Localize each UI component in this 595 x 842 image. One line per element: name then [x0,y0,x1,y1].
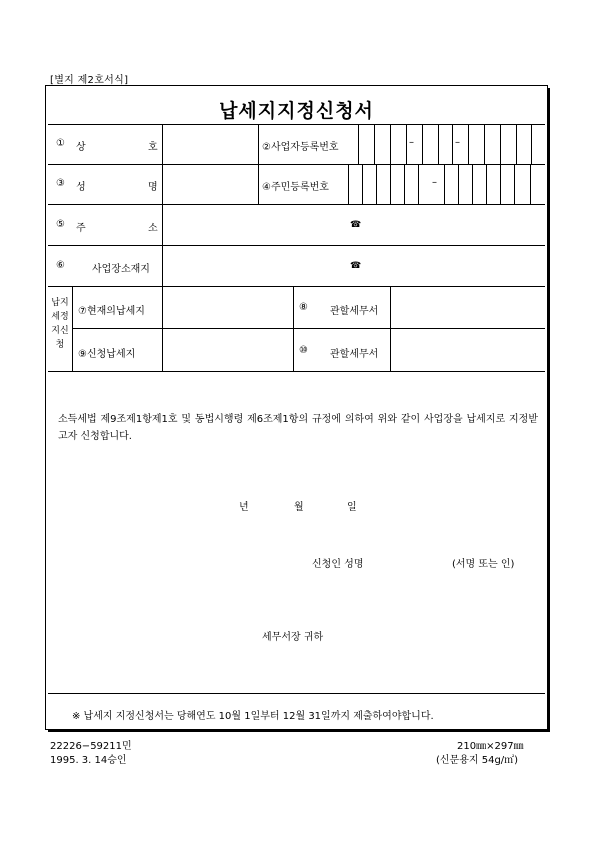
applicant-name-signature-label: 신청인 성명 [312,559,364,570]
rrn-box-line [376,164,377,204]
field-number-1: ① [56,138,65,149]
rrn-dash: – [432,177,437,188]
rrn-box-line [404,164,405,204]
tax-place-group-label [48,296,72,352]
bizno-dash-1: – [409,137,414,148]
bizno-dash-2: – [455,137,460,148]
phone-icon: ☎ [350,261,362,271]
date-day-label: 일 [347,502,357,513]
paper-size: 210㎜×297㎜ [457,741,524,752]
applicant-signature-field[interactable] [375,550,447,570]
paper-type: (신문용지 54g/㎡) [436,755,519,766]
rrn-box-line [348,164,349,204]
group-label-line: 납지 [51,298,69,308]
requested-tax-office-field[interactable] [391,329,545,371]
current-tax-place-field[interactable] [163,287,293,328]
frame-shadow-bottom [48,730,550,732]
bizno-box-line [531,124,532,164]
rrn-box-line [362,164,363,204]
bizno-box-line [516,124,517,164]
grid-col-group [72,286,73,371]
applicant-name-label-part2: 명 [148,182,158,193]
rrn-box-line [390,164,391,204]
date-month-label: 월 [294,502,304,513]
signature-or-seal-hint: (서명 또는 인) [452,559,515,570]
frame-shadow-right [548,88,550,732]
rrn-box-line [530,164,531,204]
group-label-line: 청 [55,340,65,350]
rrn-box-line [486,164,487,204]
form-code: 22226−59211민 [50,741,132,752]
application-statement: 소득세법 제9조제1항제1호 및 동법시행령 제6조제1항의 규정에 의하여 위와 같이 사업장을 납세지로 지정받고자 신청합니다. [58,414,538,442]
phone-icon: ☎ [350,220,362,230]
applicant-name-label-part1: 성 [76,182,86,193]
current-tax-office-label: 관할세무서 [330,306,379,317]
bizno-box-line [422,124,423,164]
business-location-label: 사업장소재지 [92,264,150,275]
grid-line-note [48,693,545,694]
bizno-box-line [468,124,469,164]
rrn-box-line [500,164,501,204]
group-label-line: 지신 [51,326,69,336]
grid-col-mid-bottom [293,286,294,371]
address-label-part1: 주 [76,223,86,234]
grid-line-top [48,124,545,125]
group-label-line: 세정 [51,312,69,322]
requested-tax-office-label: 관할세무서 [330,349,379,360]
rrn-box-line [444,164,445,204]
requested-tax-place-label: ⑨신청납세지 [78,349,136,360]
field-number-5: ⑤ [56,219,65,230]
bizno-box-line [484,124,485,164]
company-name-label-part2: 호 [148,142,158,153]
address-label-part2: 소 [148,223,158,234]
submission-note: ※ 납세지 지정신청서는 당해연도 10월 1일부터 12월 31일까지 제출하여야합니다. [72,711,434,722]
bizno-box-line [406,124,407,164]
form-number-tag: [별지 제2호서식] [50,75,129,86]
current-tax-office-field[interactable] [391,287,545,328]
field-number-3: ③ [56,178,65,189]
field-number-6: ⑥ [56,260,65,271]
resident-registration-number-label: ④주민등록번호 [262,182,329,193]
bizno-box-line [500,124,501,164]
bizno-box-line [452,124,453,164]
current-tax-place-label: ⑦현재의납세지 [78,306,145,317]
company-name-label-part1: 상 [76,142,86,153]
requested-tax-place-field[interactable] [163,329,293,371]
rrn-box-line [514,164,515,204]
applicant-name-field[interactable] [163,165,258,204]
rrn-box-line [458,164,459,204]
bizno-box-line [358,124,359,164]
bizno-box-line [390,124,391,164]
rrn-box-line [472,164,473,204]
grid-col-mid-top [258,124,259,204]
bizno-box-line [438,124,439,164]
grid-line-row1 [48,164,545,165]
company-name-field[interactable] [163,125,258,164]
business-registration-number-label: ②사업자등록번호 [262,142,339,153]
approval-date: 1995. 3. 14승인 [50,755,127,766]
form-title: 납세지지정신청서 [219,100,374,122]
field-number-10: ⑩ [299,345,308,356]
addressee-label: 세무서장 귀하 [262,632,324,643]
grid-line-row6 [48,371,545,372]
field-number-8: ⑧ [299,302,308,313]
date-year-label: 년 [239,502,249,513]
rrn-box-line [418,164,419,204]
bizno-box-line [374,124,375,164]
